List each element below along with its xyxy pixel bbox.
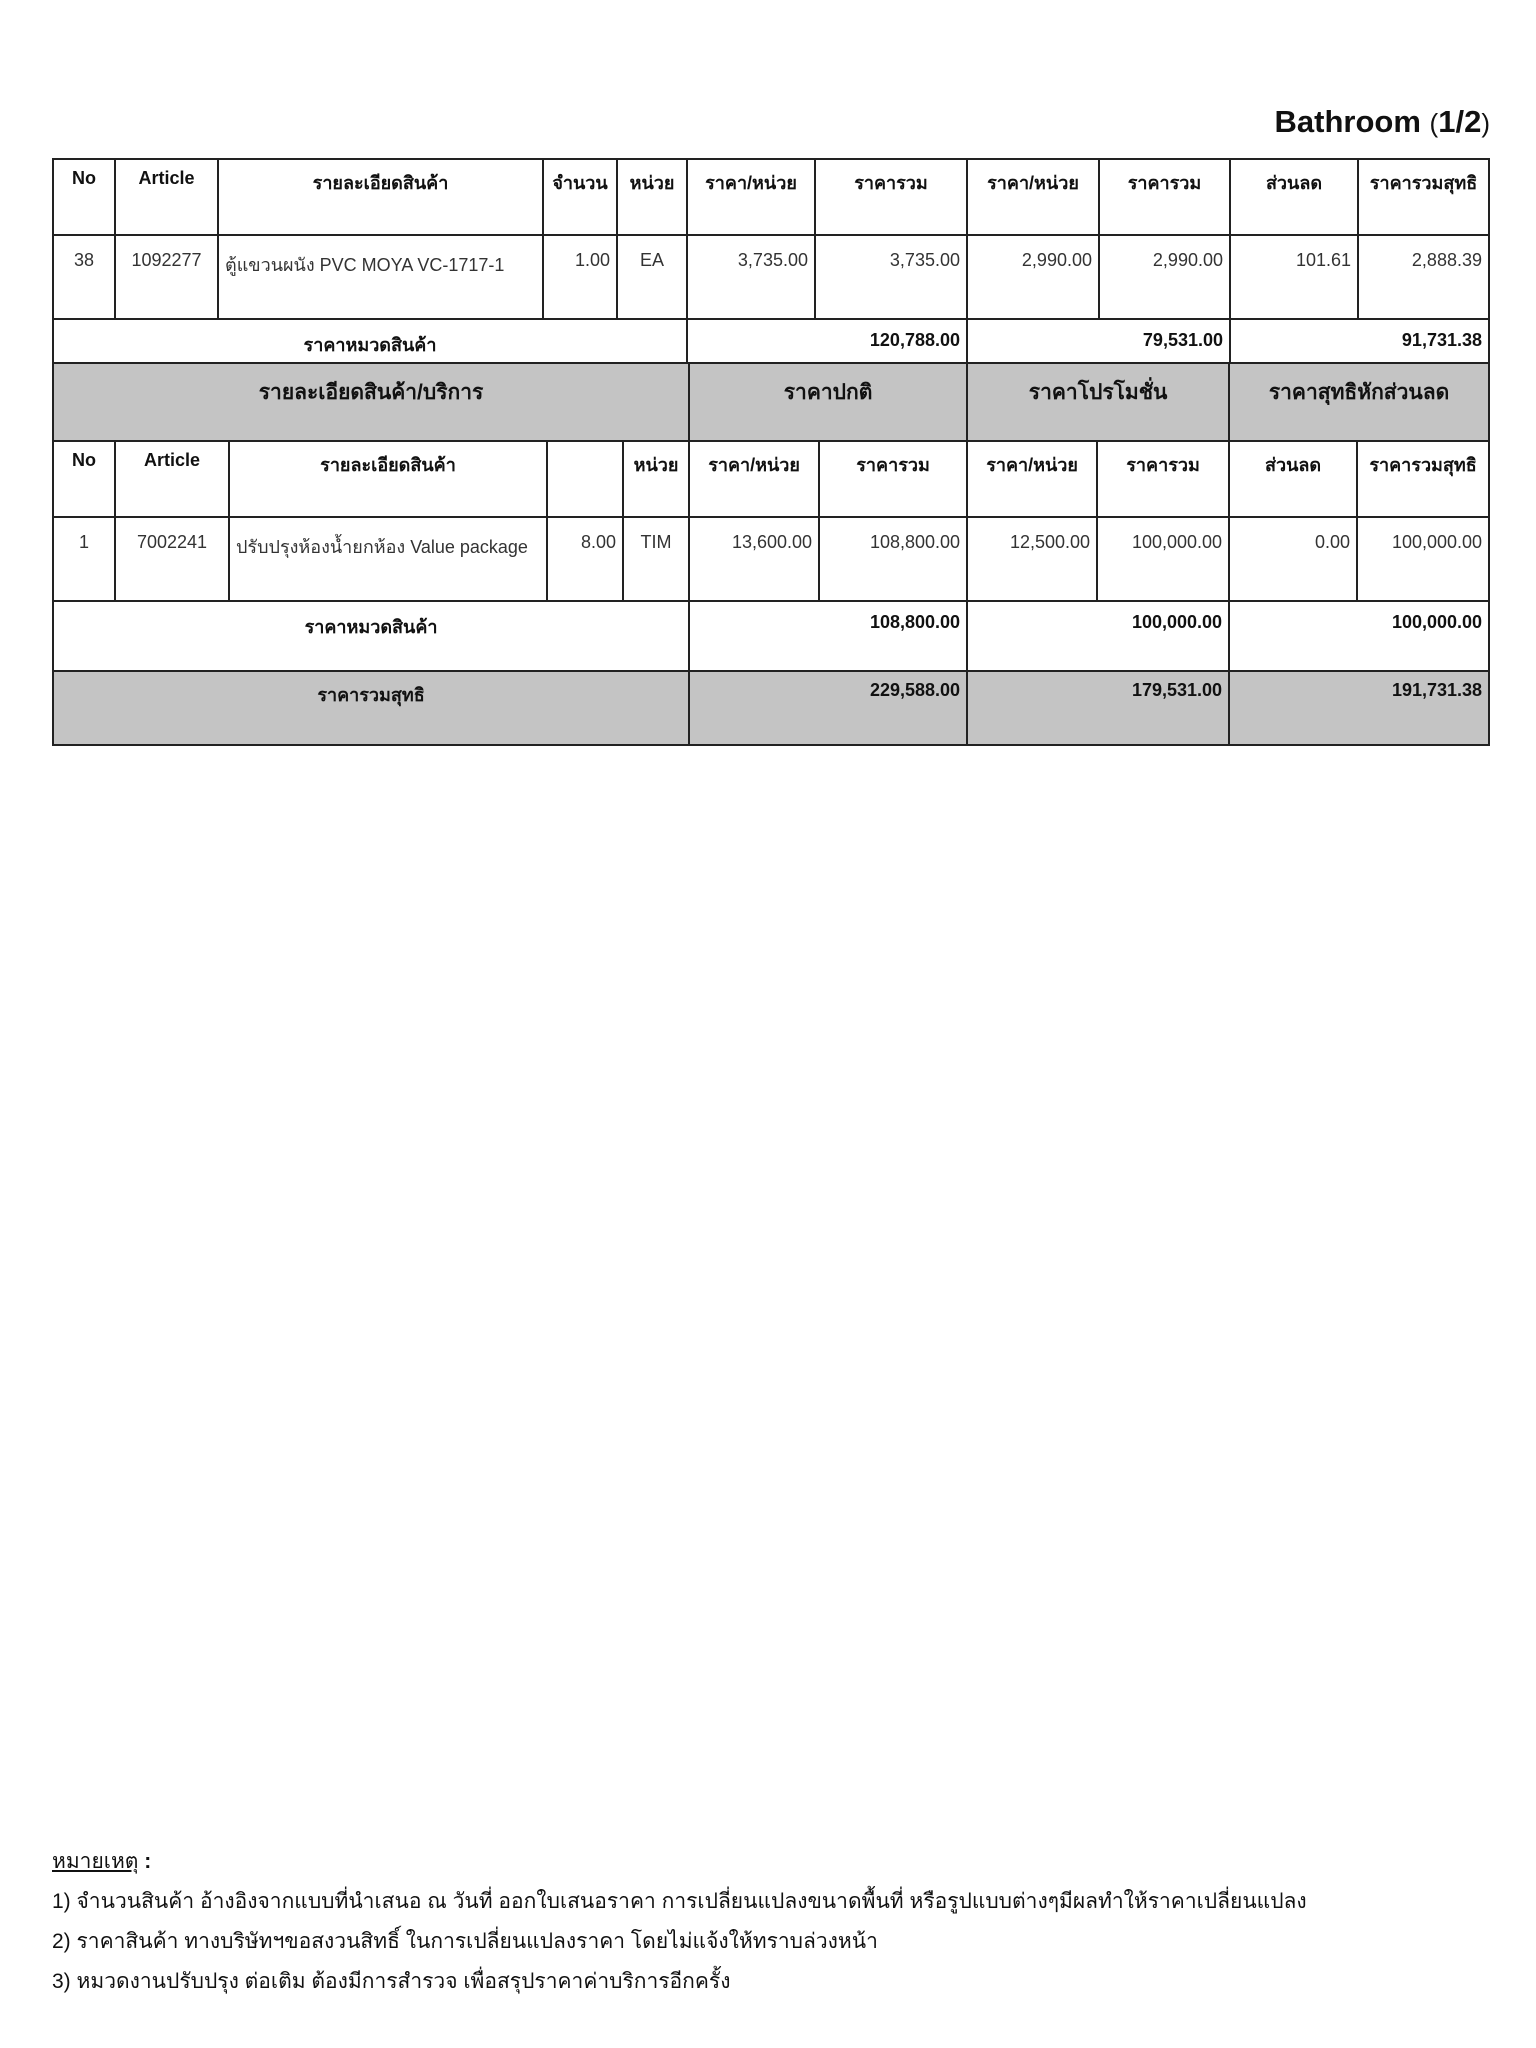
cell-net-total: 2,888.39 [1358,235,1489,319]
header-normal-unit-price: ราคา/หน่วย [689,441,819,517]
header-normal-total: ราคารวม [819,441,967,517]
header-net-total: ราคารวมสุทธิ [1357,441,1489,517]
notes-section [52,1842,1307,2002]
subtotal-promo: 79,531.00 [967,319,1230,389]
notes-colon: : [138,1850,152,1873]
item-table-1 [52,158,1490,390]
header-quantity [547,441,623,517]
cell-promo-unit-price: 12,500.00 [967,517,1097,601]
table-row [53,517,1489,601]
table-header-row [53,441,1489,517]
cell-quantity: 8.00 [547,517,623,601]
header-quantity: จำนวน [543,159,617,235]
group-product-service: รายละเอียดสินค้า/บริการ [53,363,689,441]
header-unit: หน่วย [617,159,687,235]
note-item-2: 2) ราคาสินค้า ทางบริษัทฯขอสงวนสิทธิ์ ในการเปลี่ยนแปลงราคา โดยไม่แจ้งให้ทราบล่วงหน้า [52,1930,878,1953]
subtotal-net: 100,000.00 [1229,601,1489,671]
cell-normal-unit-price: 13,600.00 [689,517,819,601]
table-row [53,235,1489,319]
grand-total-row [53,671,1489,745]
header-promo-total: ราคารวม [1097,441,1229,517]
group-promo-price: ราคาโปรโมชั่น [967,363,1229,441]
cell-normal-total: 108,800.00 [819,517,967,601]
title-open-paren: ( [1429,108,1439,138]
cell-discount: 0.00 [1229,517,1357,601]
cell-promo-total: 100,000.00 [1097,517,1229,601]
header-promo-unit-price: ราคา/หน่วย [967,441,1097,517]
subtotal-normal: 120,788.00 [687,319,967,389]
cell-description: ตู้แขวนผนัง PVC MOYA VC-1717-1 [218,235,543,319]
cell-normal-total: 3,735.00 [815,235,967,319]
subtotal-row [53,601,1489,671]
cell-net-total: 100,000.00 [1357,517,1489,601]
note-item-3: 3) หมวดงานปรับปรุง ต่อเติม ต้องมีการสำรวจ เพื่อสรุปราคาค่าบริการอีกครั้ง [52,1970,731,1993]
cell-promo-total: 2,990.00 [1099,235,1230,319]
cell-no: 38 [53,235,115,319]
header-no: No [53,159,115,235]
subtotal-promo: 100,000.00 [967,601,1229,671]
cell-no: 1 [53,517,115,601]
group-normal-price: ราคาปกติ [689,363,967,441]
header-net-total: ราคารวมสุทธิ [1358,159,1489,235]
notes-heading: หมายเหตุ [52,1850,139,1873]
header-no: No [53,441,115,517]
title-name: Bathroom [1274,104,1421,139]
grand-total-promo: 179,531.00 [967,671,1229,745]
header-promo-total: ราคารวม [1099,159,1230,235]
header-article: Article [115,441,229,517]
cell-unit: EA [617,235,687,319]
group-net-price: ราคาสุทธิหักส่วนลด [1229,363,1489,441]
cell-article: 1092277 [115,235,218,319]
grand-total-label: ราคารวมสุทธิ [53,671,689,745]
header-description: รายละเอียดสินค้า [229,441,547,517]
group-header-row [53,363,1489,441]
cell-quantity: 1.00 [543,235,617,319]
cell-promo-unit-price: 2,990.00 [967,235,1099,319]
header-normal-unit-price: ราคา/หน่วย [687,159,815,235]
title-page: 1/2 [1438,104,1482,139]
cell-unit: TIM [623,517,689,601]
header-description: รายละเอียดสินค้า [218,159,543,235]
header-unit: หน่วย [623,441,689,517]
grand-total-net: 191,731.38 [1229,671,1489,745]
subtotal-label: ราคาหมวดสินค้า [53,601,689,671]
subtotal-net: 91,731.38 [1230,319,1489,389]
title-close-paren: ) [1481,108,1490,138]
subtotal-label: ราคาหมวดสินค้า [53,319,687,389]
cell-normal-unit-price: 3,735.00 [687,235,815,319]
grand-total-normal: 229,588.00 [689,671,967,745]
document-title [1275,104,1490,140]
table-header-row [53,159,1489,235]
header-article: Article [115,159,218,235]
subtotal-normal: 108,800.00 [689,601,967,671]
note-item-1: 1) จำนวนสินค้า อ้างอิงจากแบบที่นำเสนอ ณ วันที่ ออกใบเสนอราคา การเปลี่ยนแปลงขนาดพื้นที่ หรือรูปแบบต่างๆมีผลทำให้ราคาเปลี่ยนแปลง [52,1890,1307,1913]
header-normal-total: ราคารวม [815,159,967,235]
header-promo-unit-price: ราคา/หน่วย [967,159,1099,235]
cell-article: 7002241 [115,517,229,601]
cell-discount: 101.61 [1230,235,1358,319]
cell-description: ปรับปรุงห้องน้ำยกห้อง Value package [229,517,547,601]
header-discount: ส่วนลด [1229,441,1357,517]
header-discount: ส่วนลด [1230,159,1358,235]
notes-heading-line [52,1842,1307,1882]
item-table-2 [52,362,1490,746]
